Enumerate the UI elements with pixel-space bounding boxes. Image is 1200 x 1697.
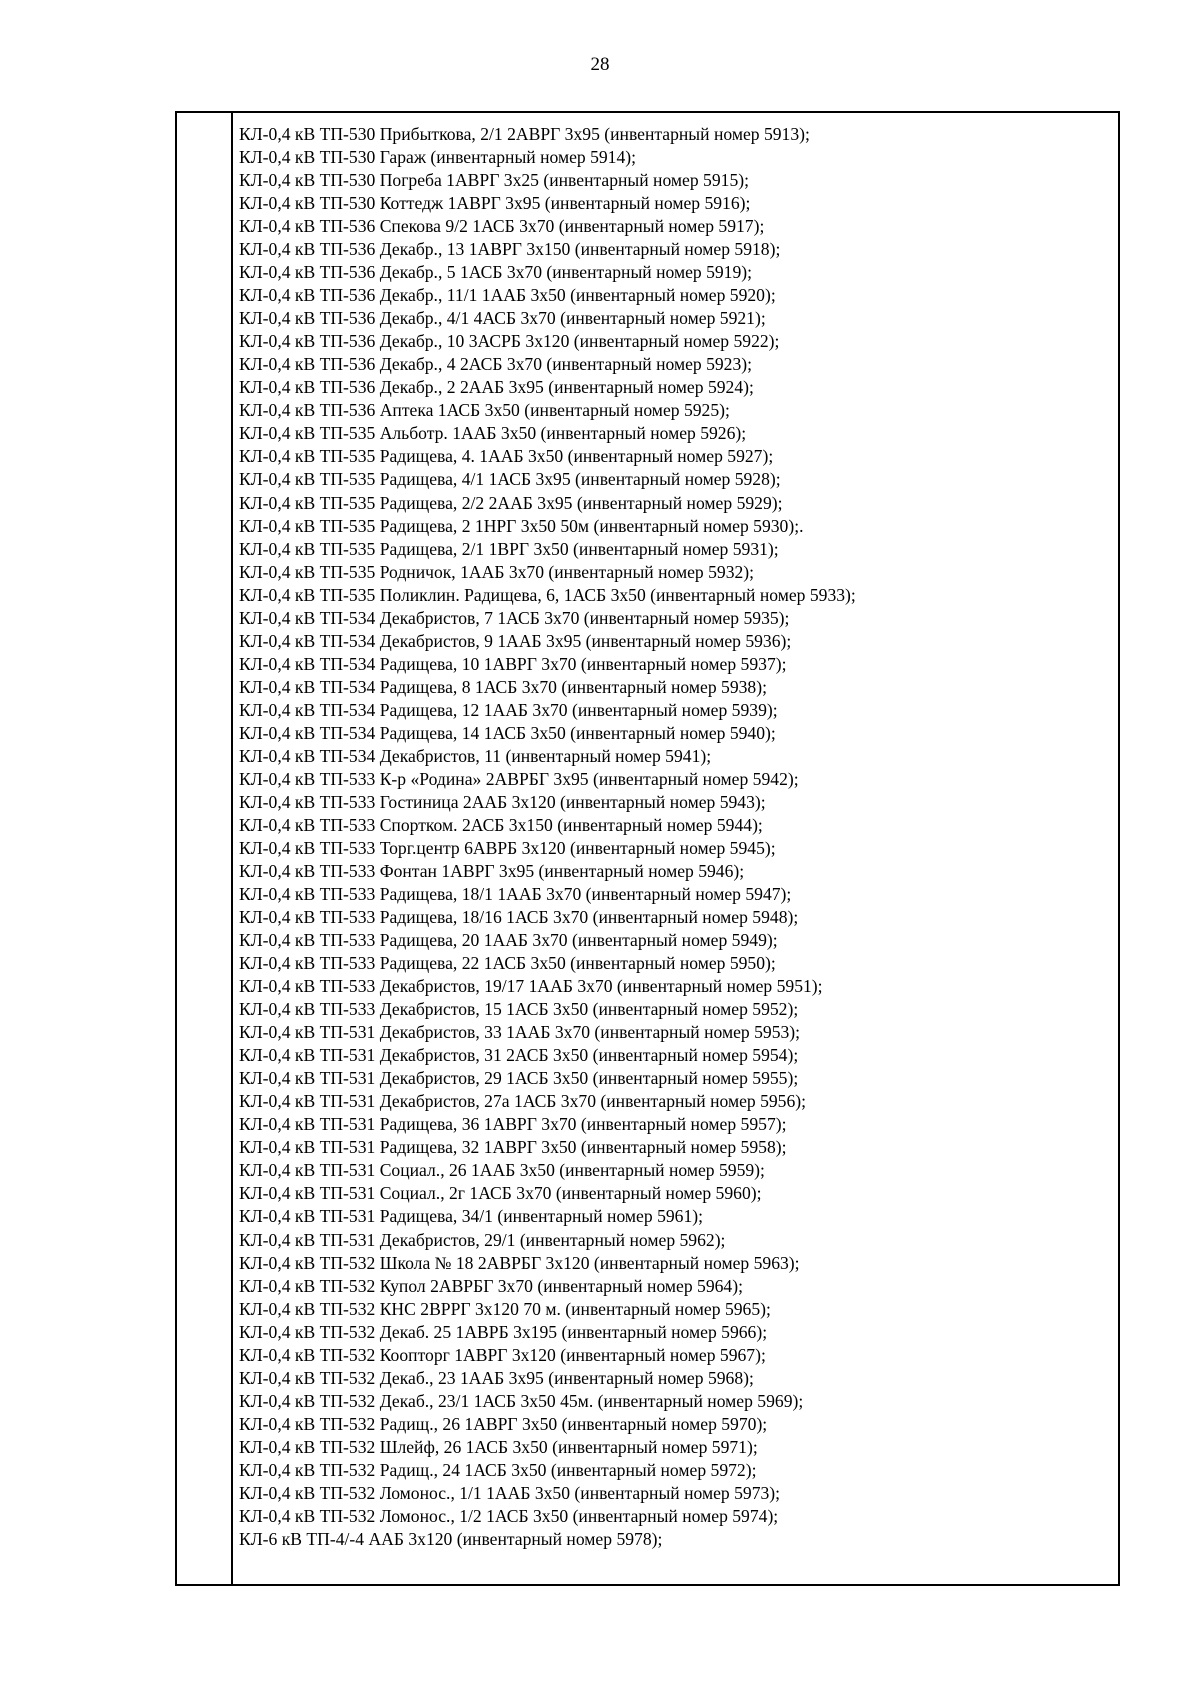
cable-line-entry: КЛ-0,4 кВ ТП-535 Радищева, 2/2 2ААБ 3х95 (инвентарный номер 5929); (239, 492, 783, 513)
table-left-column (177, 113, 233, 1584)
cable-line-entry: КЛ-0,4 кВ ТП-532 Радищ., 26 1АВРГ 3х50 (инвентарный номер 5970); (239, 1413, 768, 1434)
cable-line-entry: КЛ-0,4 кВ ТП-534 Декабристов, 7 1АСБ 3х70 (инвентарный номер 5935); (239, 607, 790, 628)
cable-line-entry: КЛ-0,4 кВ ТП-531 Декабристов, 31 2АСБ 3х50 (инвентарный номер 5954); (239, 1045, 799, 1066)
cable-line-entry: КЛ-0,4 кВ ТП-532 Декаб., 23/1 1АСБ 3х50 45м. (инвентарный номер 5969); (239, 1390, 804, 1411)
cable-line-entry: КЛ-0,4 кВ ТП-534 Декабристов, 11 (инвентарный номер 5941); (239, 745, 712, 766)
cable-line-entry: КЛ-0,4 кВ ТП-534 Радищева, 10 1АВРГ 3х70 (инвентарный номер 5937); (239, 653, 787, 674)
cable-line-entry: КЛ-0,4 кВ ТП-533 Спортком. 2АСБ 3х150 (инвентарный номер 5944); (239, 814, 763, 835)
cable-line-entry: КЛ-0,4 кВ ТП-536 Декабр., 5 1АСБ 3х70 (инвентарный номер 5919); (239, 262, 753, 283)
cable-line-entry: КЛ-0,4 кВ ТП-531 Социал., 2г 1АСБ 3х70 (инвентарный номер 5960); (239, 1183, 762, 1204)
cable-line-entry: КЛ-0,4 кВ ТП-532 Ломонос., 1/1 1ААБ 3х50 (инвентарный номер 5973); (239, 1482, 781, 1503)
cable-line-entry: КЛ-0,4 кВ ТП-532 Ломонос., 1/2 1АСБ 3х50 (инвентарный номер 5974); (239, 1505, 779, 1526)
cable-line-entry: КЛ-0,4 кВ ТП-531 Радищева, 32 1АВРГ 3х50 (инвентарный номер 5958); (239, 1137, 787, 1158)
page-number: 28 (590, 54, 610, 75)
cable-line-entry: КЛ-0,4 кВ ТП-534 Радищева, 8 1АСБ 3х70 (инвентарный номер 5938); (239, 676, 767, 697)
cable-line-entry: КЛ-0,4 кВ ТП-530 Гараж (инвентарный номер 5914); (239, 147, 637, 168)
cable-line-entry: КЛ-0,4 кВ ТП-535 Родничок, 1ААБ 3х70 (инвентарный номер 5932); (239, 561, 755, 582)
cable-line-entry: КЛ-0,4 кВ ТП-535 Альботр. 1ААБ 3х50 (инвентарный номер 5926); (239, 423, 747, 444)
cable-line-entry: КЛ-0,4 кВ ТП-536 Спекова 9/2 1АСБ 3х70 (инвентарный номер 5917); (239, 216, 765, 237)
property-table (175, 111, 1120, 1586)
cable-line-entry: КЛ-0,4 кВ ТП-533 Декабристов, 15 1АСБ 3х50 (инвентарный номер 5952); (239, 999, 799, 1020)
cable-line-entry: КЛ-0,4 кВ ТП-534 Декабристов, 9 1ААБ 3х95 (инвентарный номер 5936); (239, 630, 792, 651)
cable-line-entry: КЛ-0,4 кВ ТП-530 Прибыткова, 2/1 2АВРГ 3х95 (инвентарный номер 5913); (239, 124, 810, 144)
cable-line-entry: КЛ-0,4 кВ ТП-533 Фонтан 1АВРГ 3х95 (инвентарный номер 5946); (239, 861, 745, 881)
cable-line-entry: КЛ-0,4 кВ ТП-532 Декаб., 23 1ААБ 3х95 (инвентарный номер 5968); (239, 1367, 754, 1388)
cable-line-entry: КЛ-0,4 кВ ТП-533 Радищева, 18/16 1АСБ 3х70 (инвентарный номер 5948); (239, 907, 799, 928)
cable-line-entry: КЛ-0,4 кВ ТП-532 Школа № 18 2АВРБГ 3х120 (инвентарный номер 5963); (239, 1252, 800, 1273)
cable-line-entry: КЛ-0,4 кВ ТП-536 Декабр., 11/1 1ААБ 3х50 (инвентарный номер 5920); (239, 285, 776, 306)
cable-line-entry: КЛ-0,4 кВ ТП-535 Радищева, 4. 1ААБ 3х50 (инвентарный номер 5927); (239, 446, 774, 467)
cable-line-entry: КЛ-0,4 кВ ТП-532 КНС 2ВРРГ 3х120 70 м. (инвентарный номер 5965); (239, 1298, 771, 1319)
cable-line-entry: КЛ-0,4 кВ ТП-535 Радищева, 2 1НРГ 3х50 50м (инвентарный номер 5930);. (239, 515, 804, 536)
cable-line-entry: КЛ-0,4 кВ ТП-533 К-р «Родина» 2АВРБГ 3х95 (инвентарный номер 5942); (239, 768, 799, 789)
cable-line-entry: КЛ-0,4 кВ ТП-532 Радищ., 24 1АСБ 3х50 (инвентарный номер 5972); (239, 1459, 757, 1480)
cable-line-entry: КЛ-0,4 кВ ТП-535 Поликлин. Радищева, 6, 1АСБ 3х50 (инвентарный номер 5933); (239, 584, 856, 605)
cable-line-entry: КЛ-0,4 кВ ТП-532 Шлейф, 26 1АСБ 3х50 (инвентарный номер 5971); (239, 1436, 758, 1457)
cable-line-entry: КЛ-0,4 кВ ТП-533 Радищева, 22 1АСБ 3х50 (инвентарный номер 5950); (239, 953, 776, 974)
cable-line-entry: КЛ-0,4 кВ ТП-531 Декабристов, 33 1ААБ 3х70 (инвентарный номер 5953); (239, 1022, 801, 1043)
cable-line-entry: КЛ-0,4 кВ ТП-536 Декабр., 4/1 4АСБ 3х70 (инвентарный номер 5921); (239, 308, 766, 329)
cable-line-entry: КЛ-0,4 кВ ТП-533 Радищева, 18/1 1ААБ 3х70 (инвентарный номер 5947); (239, 884, 792, 905)
cable-line-entry: КЛ-0,4 кВ ТП-531 Декабристов, 29 1АСБ 3х50 (инвентарный номер 5955); (239, 1068, 799, 1089)
cable-line-entry: КЛ-0,4 кВ ТП-536 Декабр., 2 2ААБ 3х95 (инвентарный номер 5924); (239, 377, 754, 398)
cable-line-entry: КЛ-0,4 кВ ТП-536 Декабр., 4 2АСБ 3х70 (инвентарный номер 5923); (239, 354, 753, 375)
cable-line-entry: КЛ-0,4 кВ ТП-532 Коопторг 1АВРГ 3х120 (инвентарный номер 5967); (239, 1344, 766, 1365)
cable-line-entry: КЛ-0,4 кВ ТП-534 Радищева, 14 1АСБ 3х50 (инвентарный номер 5940); (239, 722, 776, 743)
cable-line-entry: КЛ-0,4 кВ ТП-536 Декабр., 10 3АСРБ 3х120 (инвентарный номер 5922); (239, 331, 780, 352)
cable-line-entry: КЛ-0,4 кВ ТП-535 Радищева, 4/1 1АСБ 3х95 (инвентарный номер 5928); (239, 469, 781, 490)
cable-line-entry: КЛ-0,4 кВ ТП-533 Торг.центр 6АВРБ 3х120 (инвентарный номер 5945); (239, 837, 776, 858)
cable-line-entry: КЛ-0,4 кВ ТП-535 Радищева, 2/1 1ВРГ 3х50 (инвентарный номер 5931); (239, 538, 779, 559)
cable-line-entry: КЛ-0,4 кВ ТП-530 Погреба 1АВРГ 3х25 (инвентарный номер 5915); (239, 170, 749, 191)
cable-line-entry: КЛ-0,4 кВ ТП-533 Радищева, 20 1ААБ 3х70 (инвентарный номер 5949); (239, 930, 778, 951)
cable-line-entry: КЛ-0,4 кВ ТП-531 Декабристов, 29/1 (инвентарный номер 5962); (239, 1229, 726, 1250)
cable-line-entry: КЛ-0,4 кВ ТП-536 Декабр., 13 1АВРГ 3х150 (инвентарный номер 5918); (239, 239, 781, 260)
cable-line-entry: КЛ-0,4 кВ ТП-533 Декабристов, 19/17 1ААБ 3х70 (инвентарный номер 5951); (239, 976, 823, 997)
cable-line-entry: КЛ-0,4 кВ ТП-532 Купол 2АВРБГ 3х70 (инвентарный номер 5964); (239, 1275, 743, 1296)
cable-line-entry: КЛ-0,4 кВ ТП-530 Коттедж 1АВРГ 3х95 (инвентарный номер 5916); (239, 193, 751, 214)
cable-line-entry: КЛ-6 кВ ТП-4/-4 ААБ 3х120 (инвентарный номер 5978); (239, 1528, 663, 1549)
cable-line-entry: КЛ-0,4 кВ ТП-533 Гостиница 2ААБ 3х120 (инвентарный номер 5943); (239, 791, 766, 812)
cable-line-entry: КЛ-0,4 кВ ТП-532 Декаб. 25 1АВРБ 3х195 (инвентарный номер 5966); (239, 1321, 768, 1342)
cable-line-entry: КЛ-0,4 кВ ТП-536 Аптека 1АСБ 3х50 (инвентарный номер 5925); (239, 400, 730, 421)
cable-line-entry: КЛ-0,4 кВ ТП-531 Радищева, 36 1АВРГ 3х70 (инвентарный номер 5957); (239, 1114, 787, 1135)
cable-line-entry: КЛ-0,4 кВ ТП-531 Декабристов, 27а 1АСБ 3х70 (инвентарный номер 5956); (239, 1091, 807, 1112)
cable-line-list (239, 123, 1114, 1551)
cable-line-entry: КЛ-0,4 кВ ТП-534 Радищева, 12 1ААБ 3х70 (инвентарный номер 5939); (239, 699, 778, 720)
cable-line-entry: КЛ-0,4 кВ ТП-531 Социал., 26 1ААБ 3х50 (инвентарный номер 5959); (239, 1160, 765, 1181)
cable-line-entry: КЛ-0,4 кВ ТП-531 Радищева, 34/1 (инвентарный номер 5961); (239, 1206, 704, 1227)
